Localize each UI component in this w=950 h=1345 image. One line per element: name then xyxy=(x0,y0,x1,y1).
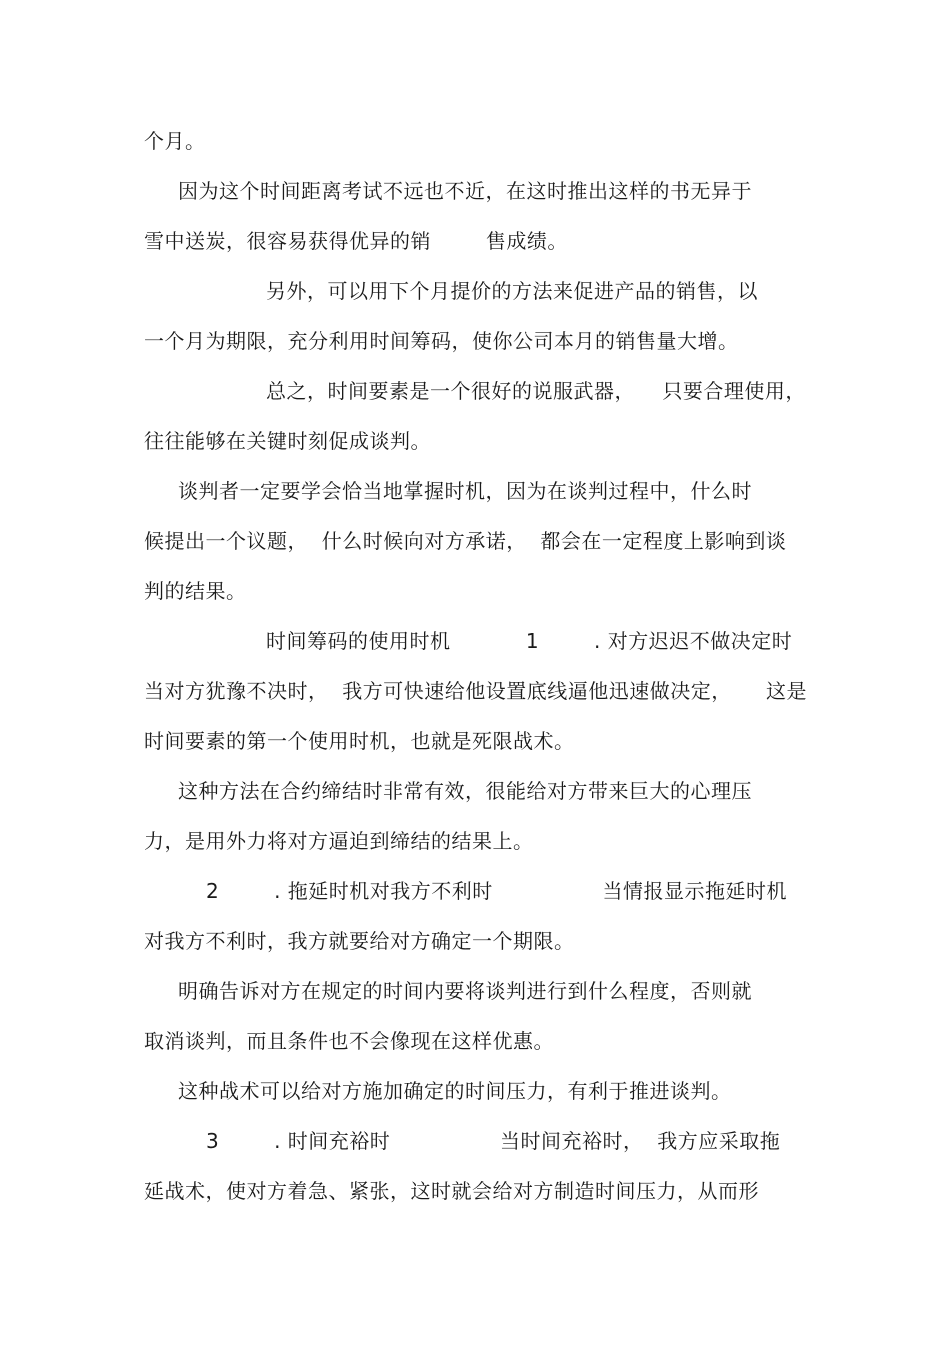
text-line: 这种战术可以给对方施加确定的时间压力，有利于推进谈判。 xyxy=(178,1079,732,1103)
text-line: 对我方不利时，我方就要给对方确定一个期限。 xyxy=(144,929,575,953)
text-line: 明确告诉对方在规定的时间内要将谈判进行到什么程度，否则就 xyxy=(178,979,752,1003)
text-line: 当对方犹豫不决时， 我方可快速给他设置底线逼他迅速做决定， 这是 xyxy=(144,679,808,703)
text-line: 力，是用外力将对方逼迫到缔结的结果上。 xyxy=(144,829,534,853)
text-line: 因为这个时间距离考试不远也不近，在这时推出这样的书无异于 xyxy=(178,179,752,203)
text-line: 时间筹码的使用时机 1 . 对方迟迟不做决定时 xyxy=(266,629,793,653)
text-line: 另外，可以用下个月提价的方法来促进产品的销售，以 xyxy=(266,279,758,303)
text-line: 取消谈判，而且条件也不会像现在这样优惠。 xyxy=(144,1029,554,1053)
text-line: 总之，时间要素是一个很好的说服武器， 只要合理使用， xyxy=(266,379,806,403)
text-line: 谈判者一定要学会恰当地掌握时机，因为在谈判过程中，什么时 xyxy=(178,479,752,503)
text-line: 这种方法在合约缔结时非常有效，很能给对方带来巨大的心理压 xyxy=(178,779,752,803)
text-line: 时间要素的第一个使用时机，也就是死限战术。 xyxy=(144,729,575,753)
text-line: 2 . 拖延时机对我方不利时 当情报显示拖延时机 xyxy=(206,879,788,903)
text-line: 判的结果。 xyxy=(144,579,247,603)
text-line: 往往能够在关键时刻促成谈判。 xyxy=(144,429,431,453)
text-line: 一个月为期限，充分利用时间筹码，使你公司本月的销售量大增。 xyxy=(144,329,739,353)
text-line: 雪中送炭，很容易获得优异的销 售成绩。 xyxy=(144,229,568,253)
text-line: 3 . 时间充裕时 当时间充裕时， 我方应采取拖 xyxy=(206,1129,781,1153)
text-line: 候提出一个议题， 什么时候向对方承诺， 都会在一定程度上影响到谈 xyxy=(144,529,787,553)
text-line: 延战术，使对方着急、紧张，这时就会给对方制造时间压力，从而形 xyxy=(144,1179,759,1203)
text-line: 个月。 xyxy=(144,129,206,153)
